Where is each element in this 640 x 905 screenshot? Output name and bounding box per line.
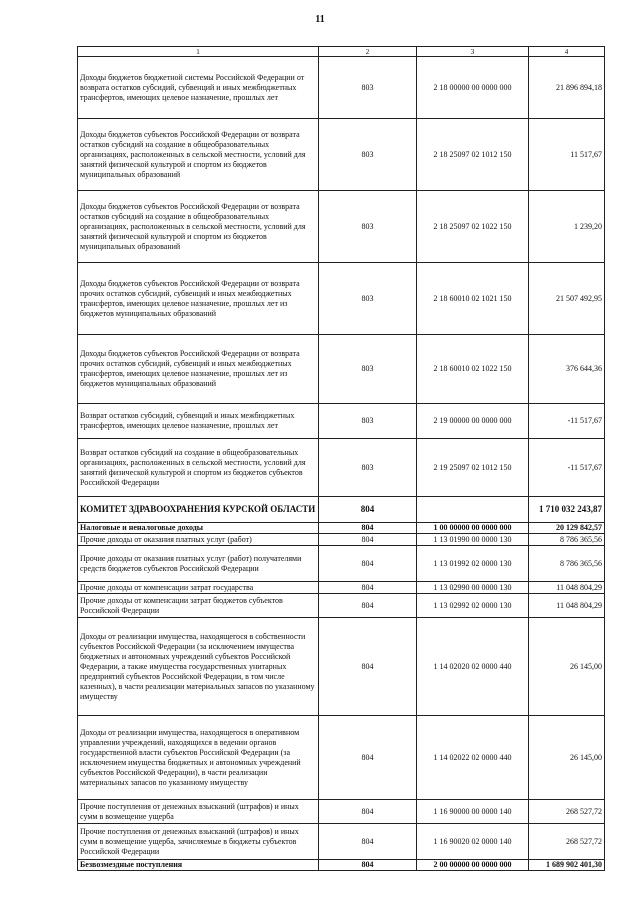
- budget-classification-code: 2 18 60010 02 1022 150: [417, 335, 529, 404]
- table-row: [78, 439, 605, 497]
- row-description: Прочие доходы от компенсации затрат бюджетов субъектов Российской Федерации: [78, 594, 319, 618]
- budget-classification-code: 1 13 02990 00 0000 130: [417, 582, 529, 594]
- admin-code: 804: [319, 523, 417, 534]
- budget-classification-code: 1 13 01990 00 0000 130: [417, 534, 529, 546]
- budget-classification-code: 2 00 00000 00 0000 000: [417, 860, 529, 871]
- table-row: [78, 618, 605, 716]
- header-cell-4: 4: [529, 47, 605, 57]
- budget-classification-code: 2 18 25097 02 1012 150: [417, 119, 529, 191]
- header-cell-3: 3: [417, 47, 529, 57]
- amount: 1 710 032 243,87: [529, 497, 605, 523]
- header-cell-2: 2: [319, 47, 417, 57]
- row-description: Доходы бюджетов субъектов Российской Федерации от возврата остатков субсидий на создание в общеобразовательных организациях, расположенных в сельской местности, условий для занятий физической культурой и спортом из бюджетов муниципальных образований: [78, 119, 319, 191]
- amount: 268 527,72: [529, 800, 605, 824]
- row-description: Возврат остатков субсидий, субвенций и иных межбюджетных трансфертов, имеющих целевое назначение, прошлых лет: [78, 404, 319, 439]
- table-row: [78, 497, 605, 523]
- admin-code: 804: [319, 497, 417, 523]
- row-description: Прочие поступления от денежных взысканий (штрафов) и иных сумм в возмещение ущерба: [78, 800, 319, 824]
- budget-classification-code: 1 00 00000 00 0000 000: [417, 523, 529, 534]
- row-description: Прочие поступления от денежных взысканий (штрафов) и иных сумм в возмещение ущерба, зачисляемые в бюджеты субъектов Российской Федерации: [78, 824, 319, 860]
- table-row: [78, 404, 605, 439]
- row-description: Прочие доходы от компенсации затрат государства: [78, 582, 319, 594]
- budget-classification-code: 1 14 02020 02 0000 440: [417, 618, 529, 716]
- admin-code: 803: [319, 191, 417, 263]
- admin-code: 804: [319, 618, 417, 716]
- budget-classification-code: 2 18 25097 02 1022 150: [417, 191, 529, 263]
- amount: 26 145,00: [529, 618, 605, 716]
- budget-classification-code: 1 13 02992 02 0000 130: [417, 594, 529, 618]
- amount: 11 048 804,29: [529, 582, 605, 594]
- admin-code: 804: [319, 860, 417, 871]
- row-description: Прочие доходы от оказания платных услуг (работ): [78, 534, 319, 546]
- amount: 8 786 365,56: [529, 534, 605, 546]
- row-description: Возврат остатков субсидий на создание в общеобразовательных организациях, расположенных в сельской местности, условий для занятий физической культурой и спортом из бюджетов субъектов Российской Федерации: [78, 439, 319, 497]
- table-row: [78, 860, 605, 871]
- row-description: КОМИТЕТ ЗДРАВООХРАНЕНИЯ КУРСКОЙ ОБЛАСТИ: [78, 497, 319, 523]
- amount: 21 896 894,18: [529, 57, 605, 119]
- table-header-row: [78, 47, 605, 57]
- table-row: [78, 582, 605, 594]
- admin-code: 803: [319, 439, 417, 497]
- table-row: [78, 191, 605, 263]
- amount: 8 786 365,56: [529, 546, 605, 582]
- table-row: [78, 546, 605, 582]
- amount: -11 517,67: [529, 404, 605, 439]
- budget-classification-code: 2 18 60010 02 1021 150: [417, 263, 529, 335]
- row-description: Доходы бюджетов субъектов Российской Федерации от возврата прочих остатков субсидий, субвенций и иных межбюджетных трансфертов, имеющих целевое назначение, прошлых лет из бюджетов муниципальных образований: [78, 335, 319, 404]
- table-row: [78, 335, 605, 404]
- budget-classification-code: 2 19 25097 02 1012 150: [417, 439, 529, 497]
- admin-code: 804: [319, 824, 417, 860]
- admin-code: 804: [319, 534, 417, 546]
- table-row: [78, 263, 605, 335]
- budget-classification-code: [417, 497, 529, 523]
- table-row: [78, 523, 605, 534]
- table-row: [78, 534, 605, 546]
- row-description: Доходы бюджетов субъектов Российской Федерации от возврата прочих остатков субсидий, субвенций и иных межбюджетных трансфертов, имеющих целевое назначение, прошлых лет из бюджетов муниципальных образований: [78, 263, 319, 335]
- row-description: Доходы бюджетов субъектов Российской Федерации от возврата остатков субсидий на создание в общеобразовательных организациях, расположенных в сельской местности, условий для занятий физической культурой и спортом из бюджетов муниципальных образований: [78, 191, 319, 263]
- budget-revenue-table: [77, 46, 605, 871]
- admin-code: 803: [319, 263, 417, 335]
- table-row: [78, 800, 605, 824]
- amount: 11 517,67: [529, 119, 605, 191]
- admin-code: 804: [319, 716, 417, 800]
- amount: 268 527,72: [529, 824, 605, 860]
- budget-classification-code: 1 16 90020 02 0000 140: [417, 824, 529, 860]
- table-row: [78, 594, 605, 618]
- amount: 11 048 804,29: [529, 594, 605, 618]
- table-row: [78, 716, 605, 800]
- amount: 21 507 492,95: [529, 263, 605, 335]
- table-row: [78, 824, 605, 860]
- table-row: [78, 57, 605, 119]
- budget-classification-code: 1 16 90000 00 0000 140: [417, 800, 529, 824]
- row-description: Безвозмездные поступления: [78, 860, 319, 871]
- admin-code: 804: [319, 546, 417, 582]
- budget-classification-code: 2 19 00000 00 0000 000: [417, 404, 529, 439]
- amount: 376 644,36: [529, 335, 605, 404]
- amount: 20 129 842,57: [529, 523, 605, 534]
- admin-code: 803: [319, 335, 417, 404]
- budget-classification-code: 2 18 00000 00 0000 000: [417, 57, 529, 119]
- admin-code: 803: [319, 404, 417, 439]
- amount: 1 239,20: [529, 191, 605, 263]
- amount: -11 517,67: [529, 439, 605, 497]
- table-row: [78, 119, 605, 191]
- amount: 26 145,00: [529, 716, 605, 800]
- budget-classification-code: 1 14 02022 02 0000 440: [417, 716, 529, 800]
- admin-code: 804: [319, 800, 417, 824]
- budget-classification-code: 1 13 01992 02 0000 130: [417, 546, 529, 582]
- row-description: Доходы от реализации имущества, находящегося в собственности субъектов Российской Федерации (за исключением имущества бюджетных и автономных учреждений субъектов Российской Федерации, а также имущества государственных унитарных предприятий субъектов Российской Федерации, в том числе казенных), в части реализации материальных запасов по указанному имуществу: [78, 618, 319, 716]
- page-number: 11: [315, 14, 325, 25]
- header-cell-1: 1: [78, 47, 319, 57]
- row-description: Доходы бюджетов бюджетной системы Российской Федерации от возврата остатков субсидий, субвенций и иных межбюджетных трансфертов, имеющих целевое назначение, прошлых лет: [78, 57, 319, 119]
- admin-code: 804: [319, 594, 417, 618]
- row-description: Налоговые и неналоговые доходы: [78, 523, 319, 534]
- admin-code: 803: [319, 119, 417, 191]
- amount: 1 689 902 401,30: [529, 860, 605, 871]
- admin-code: 804: [319, 582, 417, 594]
- admin-code: 803: [319, 57, 417, 119]
- row-description: Доходы от реализации имущества, находящегося в оперативном управлении учреждений, находящихся в ведении органов государственной власти субъектов Российской Федерации (за исключением имущества бюджетных и автономных учреждений субъектов Российской Федерации), в части реализации материальных запасов по указанному имуществу: [78, 716, 319, 800]
- row-description: Прочие доходы от оказания платных услуг (работ) получателями средств бюджетов субъектов Российской Федерации: [78, 546, 319, 582]
